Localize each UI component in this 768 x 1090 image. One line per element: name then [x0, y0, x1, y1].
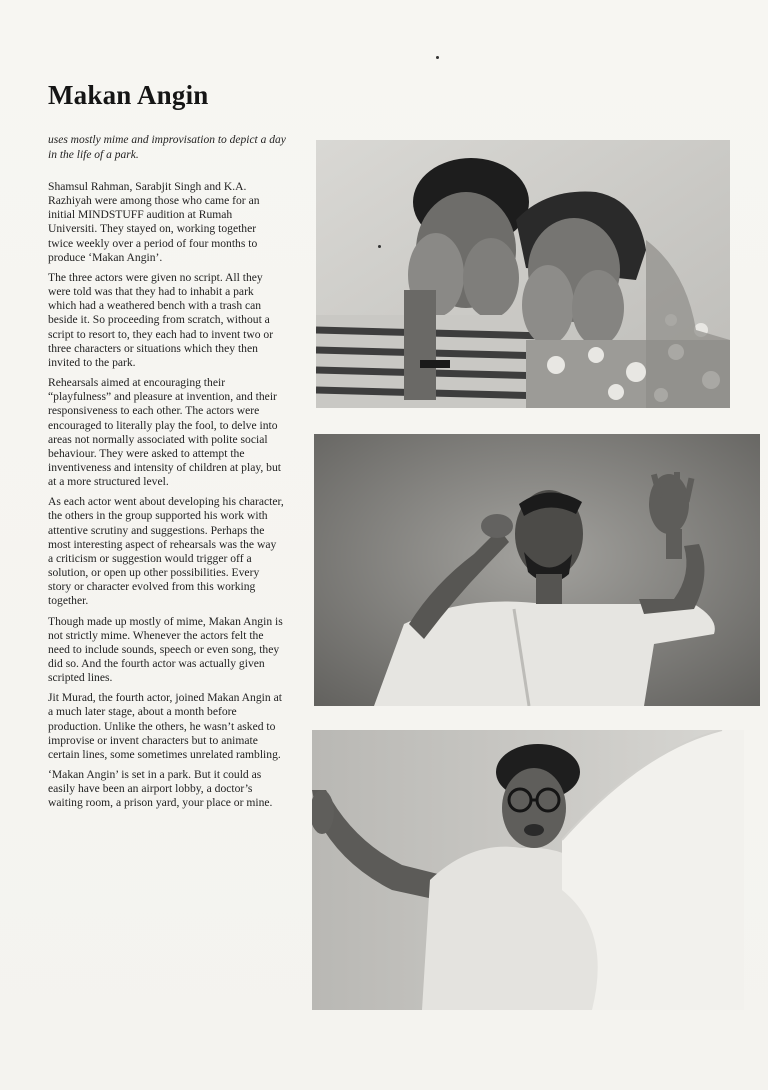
article-body [48, 180, 284, 817]
body-paragraph: Though made up mostly of mime, Makan Angin is not strictly mime. Whenever the actors felt the need to include sounds, speech or even song, they did so. And the fourth actor was actually given scripted lines. [48, 614, 283, 685]
body-paragraph: As each actor went about developing his character, the others in the group supported his work with attentive scrutiny and suggestions. Perhaps the most interesting aspect of rehearsals was the way a criticism or suggestion would trigger off a solution, or open up other possibilities. Every story or character evolved from this working together. [48, 495, 284, 608]
paper-speck [378, 245, 381, 248]
photo-two-actors-covering-faces [316, 140, 730, 408]
photo-actor-with-glasses [312, 730, 744, 1010]
paper-speck [436, 56, 439, 59]
article-title: Makan Angin [48, 80, 209, 110]
body-paragraph: Jit Murad, the fourth actor, joined Makan Angin at a much later stage, about a month before production. Unlike the others, he wasn’t asked to improvise or invent characters but to animate certain lines, some sometimes unrelated rambling. [48, 691, 282, 761]
body-paragraph: The three actors were given no script. All they were told was that they had to inhabit a park which had a weathered bench with a trash can beside it. So proceeding from scratch, without a script to resort to, they each had to invent two or three characters or situations which they then invited to the park. [48, 270, 274, 369]
article-subtitle: uses mostly mime and improvisation to depict a day in the life of a park. [48, 134, 286, 161]
body-paragraph: ‘Makan Angin’ is set in a park. But it could as easily have been an airport lobby, a doctor’s waiting room, a prison yard, your place or mine. [48, 768, 273, 810]
body-paragraph: Shamsul Rahman, Sarabjit Singh and K.A. Razhiyah were among those who came for an initial MINDSTUFF audition at Rumah Universiti. They stayed on, working together twice weekly over a period of four months to produce ‘Makan Angin’. [48, 180, 260, 264]
photo-actor-gesturing [314, 434, 760, 706]
body-paragraph: Rehearsals aimed at encouraging their “playfulness” and pleasure at invention, and their responsiveness to each other. The actors were encouraged to literally play the fool, to delve into areas not normally associated with polite social behaviour. They were asked to attempt the inventiveness and intensity of children at play, but at a more structured level. [48, 376, 282, 489]
